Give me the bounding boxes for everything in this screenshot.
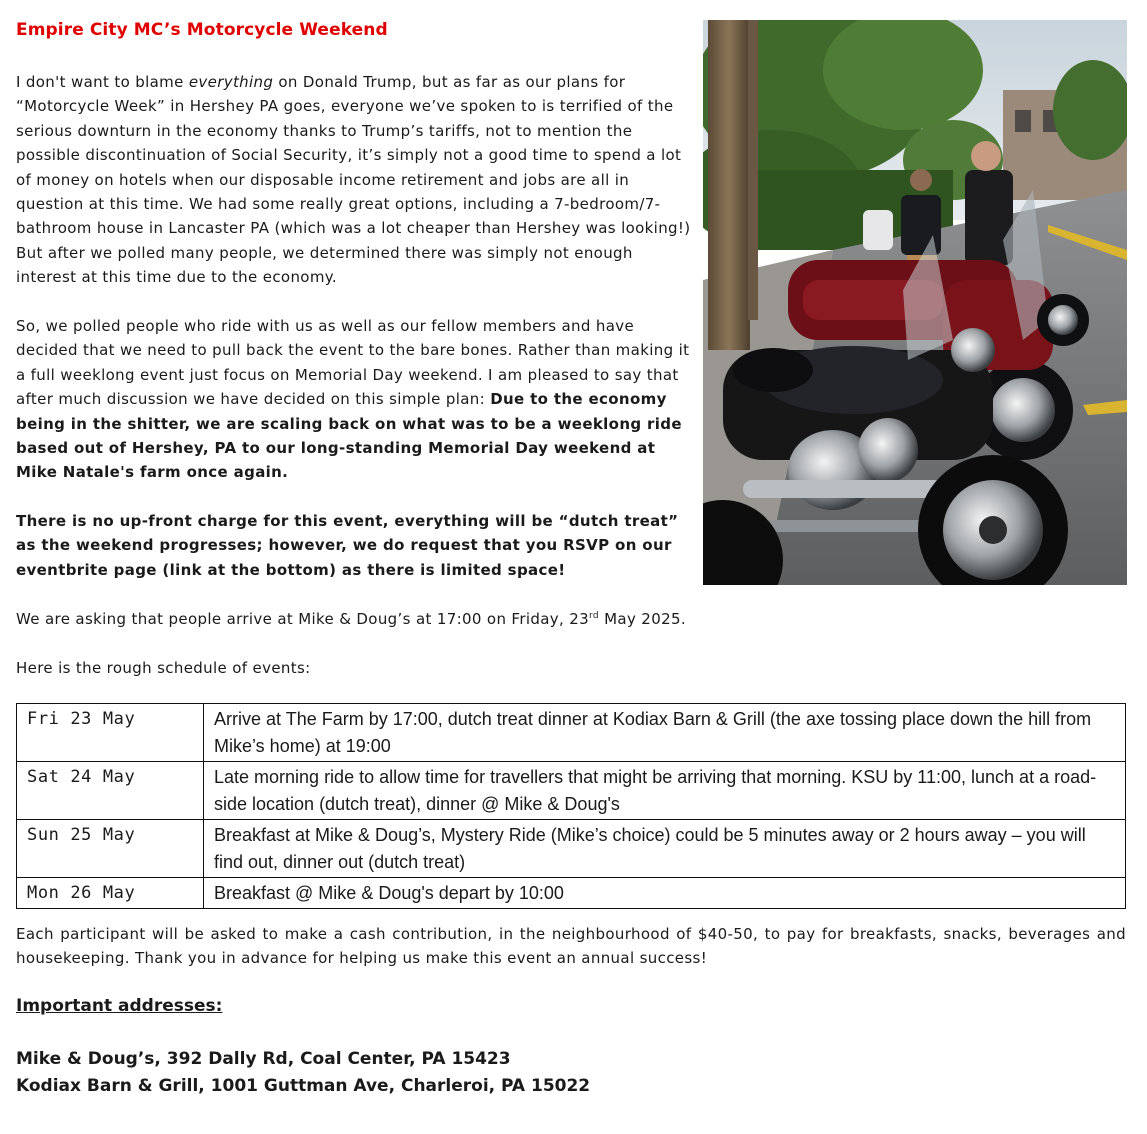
schedule-row	[17, 704, 1126, 762]
motorcycles-photo	[703, 20, 1127, 585]
emphasis-text: everything	[188, 73, 274, 91]
arrival-text: We are asking that people arrive at Mike & Doug’s at 17:00 on Friday, 23	[16, 610, 590, 628]
addresses-heading: Important addresses:	[16, 996, 223, 1016]
intro-text: on Donald Trump, but as far as our plans for “Motorcycle Week” in Hershey PA goes, everyone we’ve spoken to is terrified of the serious downturn in the economy thanks to Trump’s tariffs, not to mention the possible discontinuation of Social Security, it’s simply not a good time to spend a lot of money on hotels when our disposable income retirement and jobs are all in question at this time. We had some really great options, including a 7-bedroom/7-bathroom house in Lancaster PA (which was a lot cheaper than Hershey was looking!) But after we polled many people, we determined there was simply not enough interest at this time due to the economy.	[16, 73, 691, 287]
schedule-description: Breakfast at Mike & Doug’s, Mystery Ride (Mike’s choice) could be 5 minutes away or 2 hours away – you will find out, dinner out (dutch treat)	[204, 820, 1126, 878]
ordinal-suffix: rd	[589, 611, 599, 621]
intro-paragraph-2	[16, 314, 696, 485]
contribution-notice: Each participant will be asked to make a cash contribution, in the neighbourhood of $40-50, to pay for breakfasts, snacks, beverages and housekeeping. Thank you in advance for helping us make this event an annual success!	[16, 925, 1126, 968]
schedule-intro: Here is the rough schedule of events:	[16, 659, 311, 677]
schedule-day: Fri 23 May	[17, 704, 204, 762]
address-line: Mike & Doug’s, 392 Dally Rd, Coal Center, PA 15423	[16, 1049, 511, 1069]
schedule-day: Mon 26 May	[17, 878, 204, 909]
plan-statement: Due to the economy being in the shitter, we are scaling back on what was to be a weeklong ride based out of Hershey, PA to our long-standing Memorial Day weekend at Mike Natale's farm once again.	[16, 390, 682, 482]
schedule-description: Breakfast @ Mike & Doug's depart by 10:00	[204, 878, 1126, 909]
schedule-day: Sat 24 May	[17, 762, 204, 820]
schedule-table	[16, 703, 1126, 909]
rsvp-notice: There is no up-front charge for this event, everything will be “dutch treat” as the weekend progresses; however, we do request that you RSVP on our eventbrite page (link at the bottom) as there is limited space!	[16, 512, 679, 579]
schedule-description: Late morning ride to allow time for travellers that might be arriving that morning. KSU by 11:00, lunch at a road-side location (dutch treat), dinner @ Mike & Doug's	[204, 762, 1126, 820]
schedule-day: Sun 25 May	[17, 820, 204, 878]
intro-text: I don't want to blame	[16, 73, 189, 91]
document-title: Empire City MC’s Motorcycle Weekend	[16, 20, 388, 40]
schedule-row	[17, 878, 1126, 909]
schedule-row	[17, 820, 1126, 878]
address-line: Kodiax Barn & Grill, 1001 Guttman Ave, Charleroi, PA 15022	[16, 1076, 591, 1096]
schedule-row	[17, 762, 1126, 820]
arrival-text: May 2025.	[599, 610, 686, 628]
schedule-description: Arrive at The Farm by 17:00, dutch treat dinner at Kodiax Barn & Grill (the axe tossing place down the hill from Mike’s home) at 19:00	[204, 704, 1126, 762]
arrival-notice	[16, 607, 1126, 631]
intro-text: So, we polled people who ride with us as well as our fellow members and have decided that we need to pull back the event to the bare bones. Rather than making it a full weeklong event just focus on Memorial Day weekend. I am pleased to say that after much discussion we have decided on this simple plan:	[16, 317, 690, 409]
intro-paragraph-1	[16, 70, 696, 290]
